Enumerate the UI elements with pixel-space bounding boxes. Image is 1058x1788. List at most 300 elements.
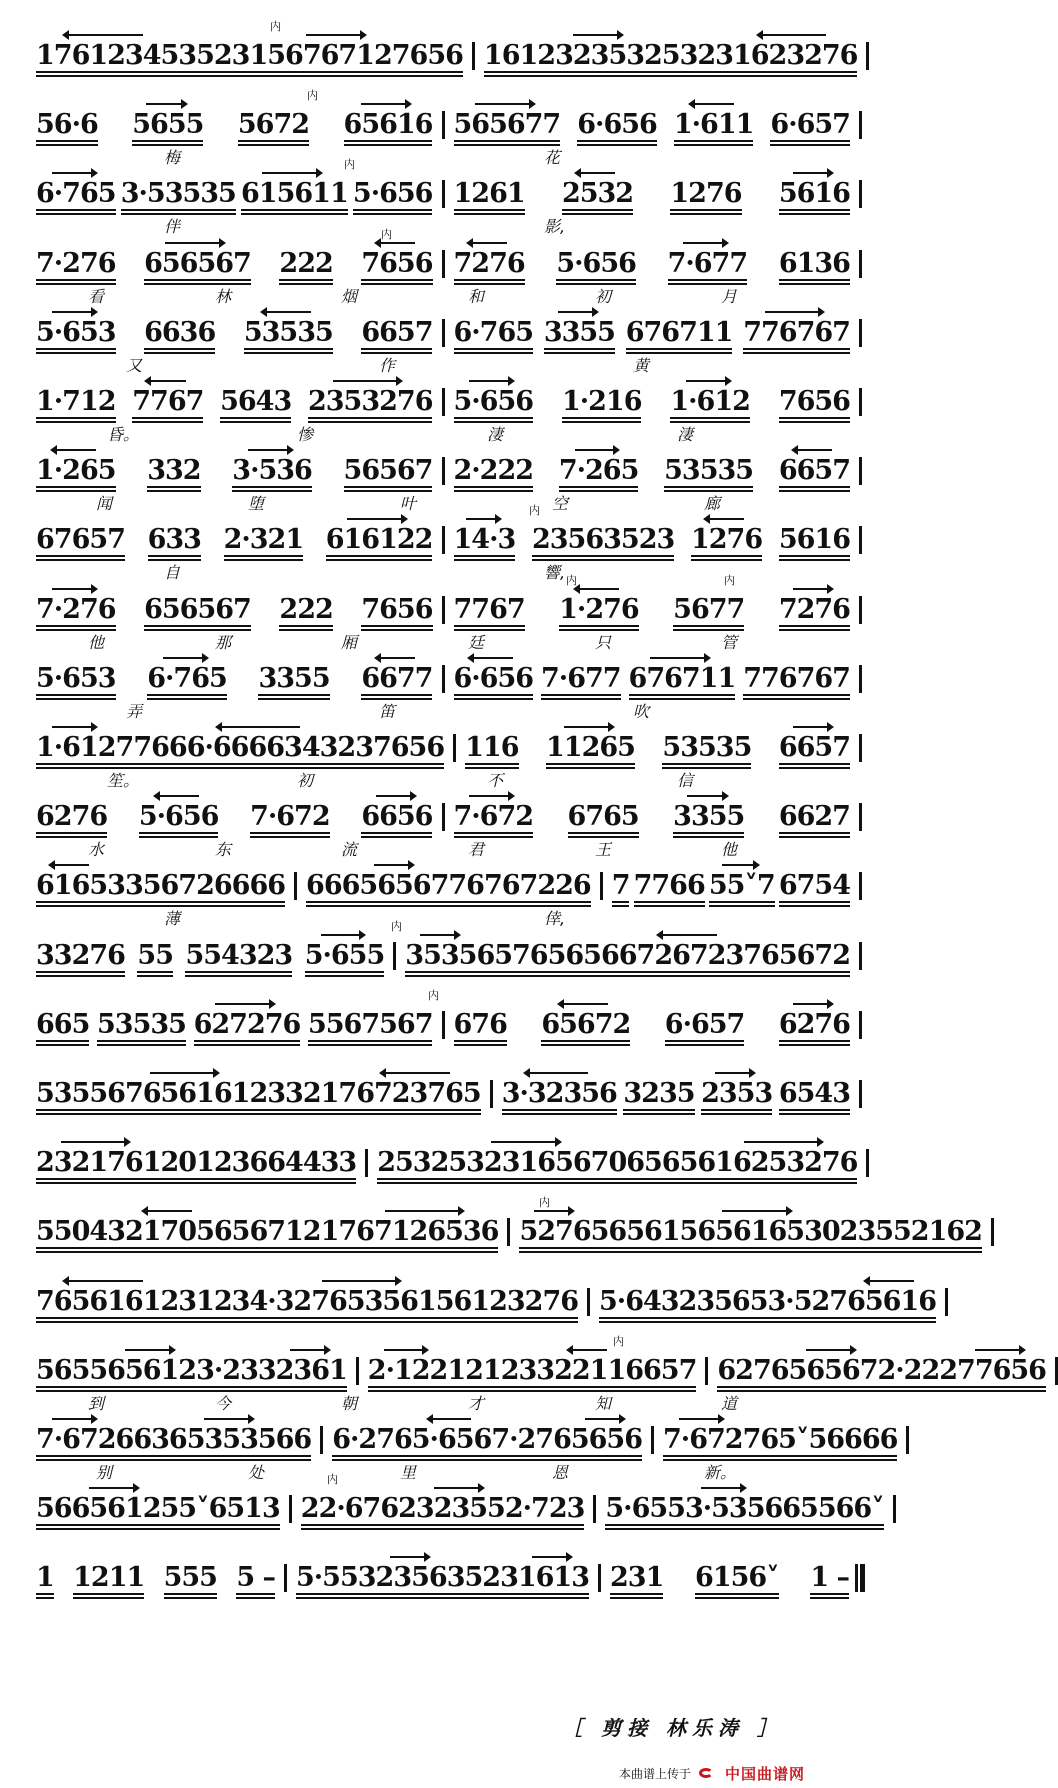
bowing-arrow-icon bbox=[475, 103, 534, 105]
note-group: 66 bbox=[861, 1424, 898, 1455]
bowing-arrow-icon bbox=[89, 1487, 138, 1489]
score-line bbox=[30, 1060, 865, 1122]
note-group: 7·672 bbox=[36, 1424, 116, 1456]
measure bbox=[30, 732, 450, 764]
notation-row bbox=[30, 663, 865, 695]
barline bbox=[442, 526, 445, 554]
note-group: 1·265 bbox=[36, 455, 116, 487]
score-line bbox=[30, 852, 865, 929]
barline bbox=[442, 111, 445, 139]
barline bbox=[705, 1357, 708, 1385]
measure bbox=[711, 1355, 1052, 1387]
note-group: 6·657 bbox=[770, 109, 850, 141]
lyric-char: 那 bbox=[215, 632, 232, 652]
lyric-char: 不 bbox=[487, 771, 504, 790]
note-group: 6·657 bbox=[664, 1008, 745, 1040]
bowing-arrow-icon bbox=[146, 380, 185, 382]
measure bbox=[448, 1009, 857, 1041]
note-group: 6657 bbox=[779, 732, 850, 764]
measure bbox=[30, 1424, 317, 1456]
note-group: 55˅6 bbox=[160, 1493, 227, 1525]
score-line bbox=[30, 299, 865, 375]
notation-row bbox=[30, 524, 865, 556]
note-group: 76561612 bbox=[36, 1286, 178, 1318]
measure bbox=[30, 1078, 487, 1110]
note-group: 5656 bbox=[571, 1424, 642, 1456]
note-group: 6276 bbox=[779, 1009, 850, 1041]
notation-row bbox=[30, 594, 865, 626]
note-group: 1·216 bbox=[561, 386, 642, 417]
bowing-arrow-icon bbox=[534, 1210, 573, 1212]
bowing-arrow-icon bbox=[155, 795, 199, 797]
note-group: 6·656 bbox=[454, 663, 534, 695]
score-line bbox=[30, 1268, 936, 1330]
lyric-char: 流 bbox=[341, 840, 358, 860]
bowing-arrow-icon bbox=[559, 1003, 608, 1005]
note-group: 5·653 bbox=[36, 662, 116, 694]
bowing-arrow-icon bbox=[50, 864, 89, 866]
measure bbox=[448, 248, 857, 280]
note-group: 7·276 bbox=[491, 1424, 571, 1455]
note-group: 657656566 bbox=[476, 939, 637, 971]
note-group: 565 bbox=[714, 1285, 768, 1317]
lyric-char: 初 bbox=[595, 286, 612, 306]
measure bbox=[448, 317, 857, 349]
score-line bbox=[30, 988, 865, 1053]
inner-string-mark: 内 bbox=[724, 573, 735, 587]
score-line bbox=[30, 368, 865, 444]
note-group: 5·656 bbox=[352, 178, 433, 210]
note-group: 2012 bbox=[160, 1147, 232, 1179]
bowing-arrow-icon bbox=[469, 657, 513, 659]
upload-text: 本曲谱上传于 bbox=[618, 1766, 691, 1781]
site-logo-icon bbox=[699, 1766, 717, 1780]
barline bbox=[859, 388, 862, 416]
score-line bbox=[30, 158, 865, 237]
bowing-arrow-icon bbox=[150, 1072, 218, 1074]
notation-row bbox=[30, 455, 865, 487]
bowing-arrow-icon bbox=[306, 34, 365, 36]
note-group: 6657 bbox=[779, 455, 850, 487]
lyric-char: 響, bbox=[544, 563, 566, 583]
lyric-char: 笙。 bbox=[107, 771, 140, 790]
lyric-char: 里 bbox=[400, 1463, 417, 1482]
inner-string-mark: 内 bbox=[428, 988, 439, 1002]
notation-row bbox=[30, 1493, 884, 1525]
note-group: 5656 bbox=[359, 870, 430, 902]
note-group: 32353 bbox=[555, 40, 644, 72]
note-group: 4433 bbox=[285, 1147, 357, 1179]
bowing-arrow-icon bbox=[758, 34, 826, 36]
lyric-char: 淒 bbox=[677, 425, 694, 444]
note-group: 3235 bbox=[623, 1078, 695, 1109]
note-group: 1·611 bbox=[674, 109, 754, 141]
measure bbox=[459, 732, 856, 764]
note-group: 3535 bbox=[405, 940, 476, 972]
bowing-arrow-icon bbox=[204, 1418, 253, 1420]
measure bbox=[30, 1286, 584, 1318]
note-group: 3231656 bbox=[466, 1147, 591, 1179]
note-group: 332 bbox=[147, 455, 201, 487]
note-group: 7·672 bbox=[663, 1424, 743, 1456]
barline bbox=[859, 1011, 862, 1039]
note-group: 3355 bbox=[544, 317, 615, 349]
notation-row bbox=[30, 40, 865, 72]
measure bbox=[448, 109, 857, 141]
note-group: 6·765 bbox=[453, 316, 534, 348]
lyric-char: 梅 bbox=[164, 148, 181, 168]
bowing-arrow-icon bbox=[793, 449, 832, 451]
note-group: 65671217 bbox=[213, 1216, 357, 1248]
note-group: 6765 bbox=[567, 801, 639, 833]
notation-row bbox=[30, 248, 865, 280]
lyric-char: 新。 bbox=[704, 1463, 737, 1482]
lyric-char: 惨 bbox=[297, 425, 314, 444]
lyric-char: 闻 bbox=[96, 494, 113, 514]
note-group: 17612345 bbox=[36, 40, 178, 72]
bowing-arrow-icon bbox=[491, 1141, 559, 1143]
note-group: 5·553 bbox=[296, 1562, 376, 1594]
note-group: 765672 bbox=[743, 939, 850, 971]
note-group: 7·672 bbox=[250, 801, 330, 833]
note-group: 2353 bbox=[701, 1078, 772, 1110]
lyric-char: 廊 bbox=[704, 494, 721, 514]
note-group: 1612 bbox=[483, 40, 556, 71]
bowing-arrow-icon bbox=[975, 1349, 1024, 1351]
note-group: 6723765 bbox=[356, 1078, 481, 1110]
inner-string-mark: 内 bbox=[327, 1473, 338, 1487]
note-group: 6754 bbox=[778, 870, 850, 902]
lyric-char: 王 bbox=[595, 840, 612, 860]
note-group: 555 bbox=[163, 1562, 217, 1594]
note-group: 7276 bbox=[454, 248, 525, 280]
notation-row bbox=[30, 801, 865, 833]
bowing-arrow-icon bbox=[217, 726, 300, 728]
lyric-char: 初 bbox=[297, 771, 314, 790]
inner-string-mark: 内 bbox=[566, 573, 577, 587]
note-group: 65672 bbox=[541, 1009, 630, 1041]
score-line bbox=[30, 1196, 982, 1260]
note-group: 1276 bbox=[691, 524, 762, 556]
note-group: 56567 bbox=[343, 455, 433, 487]
note-group: 77656 bbox=[957, 1355, 1046, 1387]
bowing-arrow-icon bbox=[564, 726, 613, 728]
note-group: 5·653 bbox=[36, 317, 116, 349]
lyric-char: 倖, bbox=[544, 909, 566, 929]
note-group: 5·64323 bbox=[599, 1285, 715, 1317]
inner-string-mark: 内 bbox=[613, 1334, 624, 1348]
note-group: 7·672 bbox=[454, 801, 534, 833]
bowing-arrow-icon bbox=[658, 934, 717, 936]
note-group: 676712 bbox=[285, 40, 392, 72]
barline bbox=[859, 526, 862, 554]
note-group: 2·222 bbox=[453, 455, 534, 487]
note-group: 7766 bbox=[633, 870, 705, 902]
bowing-arrow-icon bbox=[52, 311, 96, 313]
lyric-char: 伴 bbox=[164, 217, 181, 237]
measure bbox=[30, 801, 439, 833]
bowing-arrow-icon bbox=[793, 726, 832, 728]
note-group: 7065656 bbox=[590, 1147, 716, 1179]
note-group: 14·3 bbox=[454, 524, 516, 556]
bowing-arrow-icon bbox=[686, 380, 730, 382]
barline bbox=[859, 734, 862, 762]
inner-string-mark: 内 bbox=[307, 89, 318, 103]
lyric-char: 水 bbox=[88, 840, 105, 860]
measure bbox=[478, 40, 864, 72]
bowing-arrow-icon bbox=[585, 1418, 624, 1420]
note-group: 2·321 bbox=[223, 524, 304, 556]
note-group: 726723 bbox=[637, 940, 744, 972]
bowing-arrow-icon bbox=[765, 311, 824, 313]
barline bbox=[442, 319, 445, 347]
note-group: 6276 bbox=[717, 1354, 789, 1386]
bowing-arrow-icon bbox=[52, 449, 96, 451]
note-group: 67657 bbox=[36, 524, 125, 556]
bowing-arrow-icon bbox=[262, 172, 321, 174]
lyric-char: 朝 bbox=[341, 1393, 358, 1413]
barline bbox=[507, 1218, 510, 1246]
note-group: 2321761 bbox=[36, 1147, 161, 1179]
lyric-char: 作 bbox=[379, 355, 396, 375]
measure bbox=[30, 594, 439, 626]
note-group: 1211 bbox=[73, 1562, 145, 1594]
note-group: 2·6762 bbox=[318, 1493, 416, 1525]
measure bbox=[295, 1493, 591, 1525]
inner-string-mark: 内 bbox=[391, 919, 402, 933]
note-group: 6636 bbox=[115, 1424, 187, 1455]
note-group: 11265 bbox=[546, 732, 635, 764]
note-group: 233217 bbox=[249, 1078, 357, 1109]
note-group: 676711 bbox=[629, 663, 736, 695]
note-group: 65612 bbox=[107, 1355, 196, 1387]
site-name[interactable]: 中国曲谱网 bbox=[724, 1764, 805, 1783]
note-group: 6677 bbox=[361, 663, 432, 695]
note-group: 6136 bbox=[778, 247, 850, 279]
barline bbox=[859, 665, 862, 693]
lyric-char: 廷 bbox=[468, 632, 485, 652]
note-group: 222 bbox=[279, 593, 333, 625]
bowing-arrow-icon bbox=[374, 864, 413, 866]
bowing-arrow-icon bbox=[690, 103, 734, 105]
note-group: 565615 bbox=[590, 1216, 698, 1248]
score-line bbox=[30, 714, 865, 790]
note-group: 6·656 bbox=[577, 109, 657, 141]
note-group: 6657 bbox=[625, 1354, 697, 1386]
note-group: 222 bbox=[279, 247, 333, 279]
barline bbox=[866, 42, 869, 70]
lyric-char: 影, bbox=[544, 217, 566, 237]
barline bbox=[893, 1495, 896, 1523]
notation-row bbox=[30, 870, 865, 902]
lyric-char: 空 bbox=[552, 494, 569, 514]
notation-row bbox=[30, 1147, 865, 1179]
measure bbox=[30, 524, 439, 556]
barline bbox=[859, 180, 862, 208]
bowing-arrow-icon bbox=[715, 1072, 754, 1074]
score-line bbox=[30, 227, 865, 306]
note-group: 32355 bbox=[416, 1493, 505, 1525]
bowing-arrow-icon bbox=[52, 726, 96, 728]
barline bbox=[859, 803, 862, 831]
barline bbox=[320, 1426, 323, 1454]
score-line bbox=[30, 1473, 884, 1537]
inner-string-mark: 内 bbox=[529, 504, 540, 518]
note-group: 5·656 bbox=[556, 247, 636, 279]
note-group: 656567 bbox=[144, 593, 251, 625]
note-group: 366 bbox=[231, 1147, 286, 1179]
note-group: 7·677 bbox=[541, 662, 621, 694]
bowing-arrow-icon bbox=[573, 34, 622, 36]
note-group: 7656 bbox=[361, 593, 433, 625]
barline bbox=[442, 596, 445, 624]
measure bbox=[604, 1562, 855, 1594]
lyric-char: 才 bbox=[468, 1393, 485, 1413]
lyric-char: 他 bbox=[721, 840, 738, 860]
bowing-arrow-icon bbox=[865, 1280, 914, 1282]
note-group: 3·527 bbox=[767, 1285, 848, 1317]
measure bbox=[30, 1562, 281, 1594]
lyric-char: 自 bbox=[164, 563, 181, 583]
lyric-char: 厢 bbox=[341, 632, 358, 652]
note-group: 231 bbox=[610, 1562, 664, 1594]
note-group: 5672 bbox=[237, 109, 310, 141]
note-group: 1·276 bbox=[559, 594, 639, 626]
measure bbox=[30, 455, 439, 487]
note-group: 7656 bbox=[778, 386, 850, 417]
lyric-char: 弄 bbox=[126, 701, 143, 721]
note-group: 66 bbox=[249, 870, 286, 902]
bowing-arrow-icon bbox=[376, 657, 415, 659]
note-group: 554323 bbox=[185, 939, 293, 971]
note-group: 27653561 bbox=[293, 1286, 435, 1318]
arranger-credit: ［ 剪接 林乐涛 ］ bbox=[562, 1716, 783, 1740]
note-group: 7656 bbox=[361, 248, 432, 280]
measure bbox=[30, 1493, 286, 1525]
lyric-char: 堕 bbox=[248, 494, 265, 514]
bowing-arrow-icon bbox=[744, 1141, 822, 1143]
measure bbox=[30, 663, 439, 695]
bowing-arrow-icon bbox=[390, 1556, 429, 1558]
score-line bbox=[30, 783, 865, 860]
score-line bbox=[30, 645, 865, 721]
bowing-arrow-icon bbox=[469, 795, 513, 797]
measure bbox=[30, 870, 291, 902]
note-group: 66 bbox=[213, 870, 250, 902]
barline bbox=[859, 596, 862, 624]
bowing-arrow-icon bbox=[575, 588, 619, 590]
measure bbox=[371, 1147, 863, 1179]
bowing-arrow-icon bbox=[248, 449, 292, 451]
bowing-arrow-icon bbox=[321, 934, 365, 936]
lyric-char: 花 bbox=[544, 148, 561, 168]
note-group: 237656 bbox=[337, 732, 445, 763]
barline bbox=[600, 872, 603, 900]
note-group: 6156˅ bbox=[695, 1562, 779, 1594]
lyric-char: 淒 bbox=[487, 425, 504, 444]
bowing-arrow-icon bbox=[576, 172, 615, 174]
lyric-char: 只 bbox=[595, 632, 612, 652]
note-group: 3·535 bbox=[685, 1493, 765, 1525]
bowing-arrow-icon bbox=[381, 1072, 449, 1074]
lyric-char: 恩 bbox=[552, 1463, 569, 1482]
note-group: 676711 bbox=[625, 316, 733, 348]
notation-row bbox=[30, 109, 865, 141]
lyric-char: 今 bbox=[215, 1393, 232, 1413]
note-group: 5655 bbox=[36, 1354, 108, 1386]
note-group: 2532 bbox=[562, 178, 633, 210]
note-group: 6655 bbox=[764, 1493, 836, 1525]
barline bbox=[442, 1011, 445, 1039]
barline bbox=[906, 1426, 909, 1454]
note-group: 1261 bbox=[453, 178, 525, 210]
bowing-arrow-icon bbox=[705, 518, 744, 520]
note-group: 56·6 bbox=[36, 109, 98, 141]
note-group: 21705 bbox=[125, 1216, 214, 1248]
score-line bbox=[30, 89, 865, 168]
note-group: 6561653 bbox=[697, 1216, 822, 1248]
lyric-char: 信 bbox=[677, 771, 694, 790]
bowing-arrow-icon bbox=[52, 1418, 96, 1420]
score-line bbox=[30, 1129, 865, 1191]
note-group: 7276 bbox=[779, 594, 850, 626]
bowing-arrow-icon bbox=[793, 1003, 832, 1005]
note-group: 1 – bbox=[810, 1562, 850, 1594]
note-group: 676 bbox=[453, 1008, 507, 1040]
barline bbox=[442, 250, 445, 278]
note-group: 6·765 bbox=[36, 178, 116, 210]
note-group: 5·655 bbox=[605, 1493, 685, 1525]
note-group: 513 bbox=[226, 1493, 280, 1525]
note-group: 7 bbox=[611, 870, 630, 902]
note-group: 5567567 bbox=[307, 1008, 433, 1040]
note-group: 7·265 bbox=[559, 455, 639, 487]
notation-row bbox=[30, 1009, 865, 1041]
note-group: 65616 bbox=[847, 1286, 936, 1318]
barline bbox=[651, 1426, 654, 1454]
barline bbox=[587, 1288, 590, 1316]
note-group: 1 bbox=[36, 1562, 54, 1594]
note-group: 1623276 bbox=[733, 40, 858, 72]
bowing-arrow-icon bbox=[262, 311, 311, 313]
barline bbox=[284, 1564, 287, 1592]
note-group: 55043 bbox=[36, 1216, 125, 1248]
bowing-arrow-icon bbox=[146, 103, 185, 105]
site-footer bbox=[619, 1762, 805, 1784]
barline bbox=[472, 42, 475, 70]
note-group: 53535 bbox=[187, 1424, 276, 1456]
bowing-arrow-icon bbox=[52, 172, 96, 174]
note-group: 6·765 bbox=[147, 663, 227, 695]
bowing-arrow-icon bbox=[64, 1280, 142, 1282]
bowing-arrow-icon bbox=[568, 1349, 607, 1351]
note-group: 6276 bbox=[36, 801, 108, 833]
note-group: 66 bbox=[275, 1424, 312, 1455]
notation-row bbox=[30, 1424, 898, 1456]
lyric-char: 笛 bbox=[379, 701, 396, 721]
note-group: 5655 bbox=[132, 109, 203, 141]
measure bbox=[290, 1562, 595, 1594]
score-line bbox=[30, 437, 865, 514]
measure bbox=[606, 870, 856, 902]
bowing-arrow-icon bbox=[125, 1349, 174, 1351]
note-group: 1·712 bbox=[36, 386, 116, 417]
bowing-arrow-icon bbox=[558, 311, 597, 313]
measure bbox=[30, 40, 469, 72]
inner-string-mark: 内 bbox=[381, 227, 392, 241]
note-group: 616122 bbox=[326, 524, 433, 556]
bowing-arrow-icon bbox=[385, 1210, 463, 1212]
